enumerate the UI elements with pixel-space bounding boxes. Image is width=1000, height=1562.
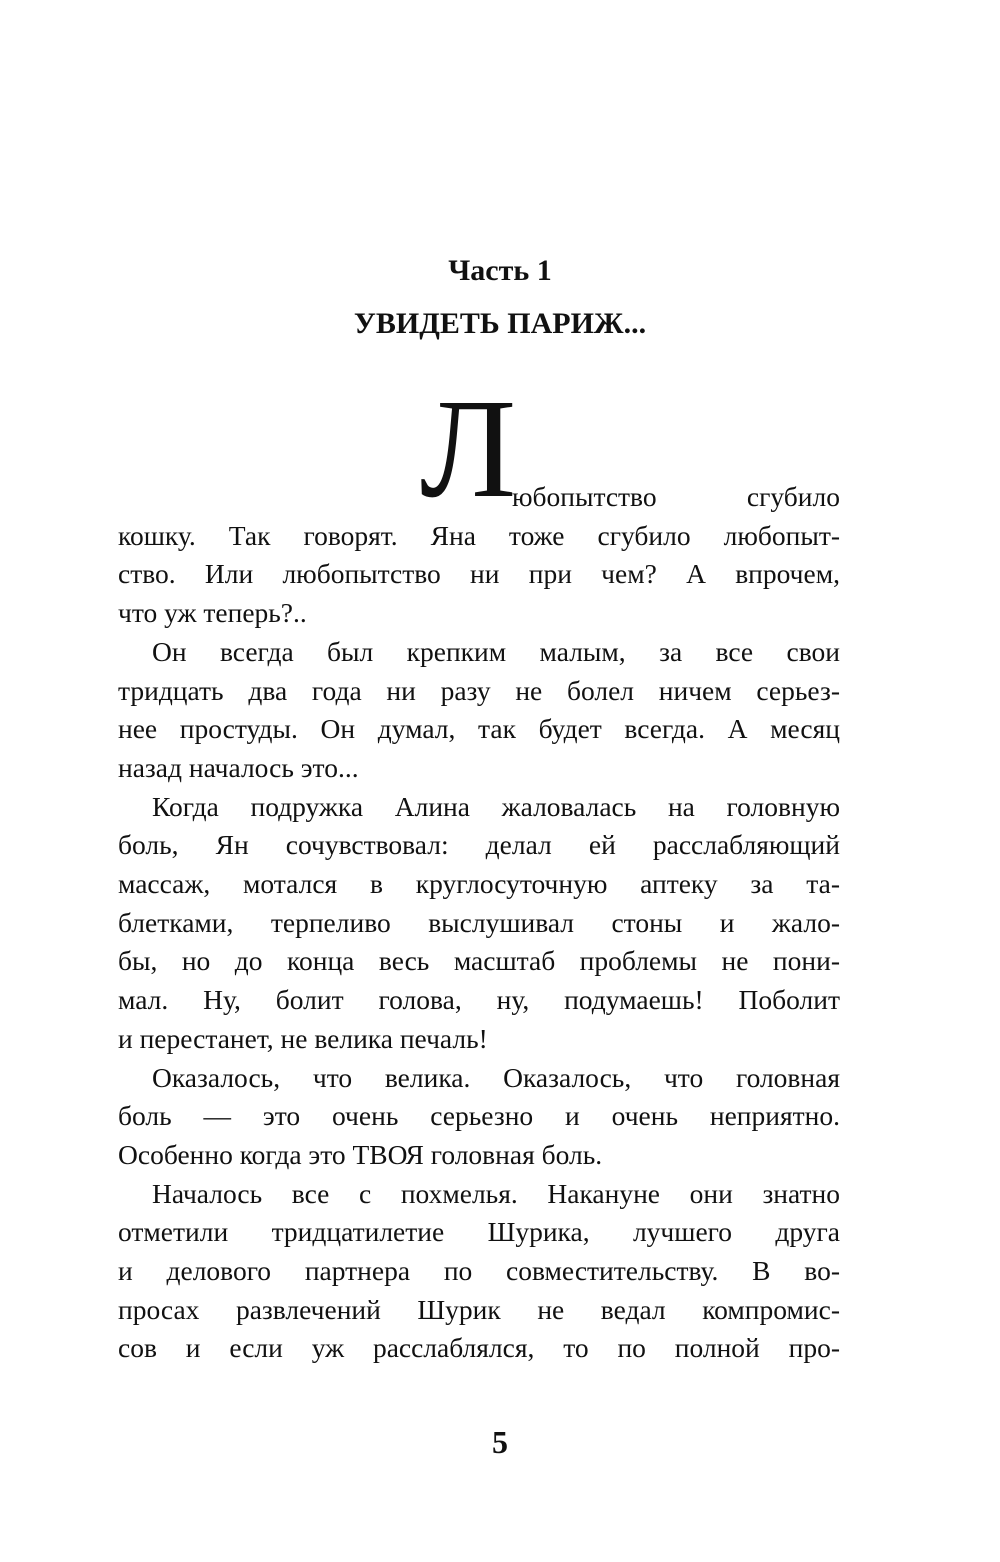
- text-line: блетками, терпеливо выслушивал стоны и жало-: [118, 906, 840, 938]
- drop-cap: Л: [420, 369, 517, 527]
- text-line: бы, но до конца весь масштаб проблемы не пони-: [118, 945, 840, 977]
- text-line: ство. Или любопытство ни при чем? А впрочем,: [118, 558, 840, 590]
- text-line: нее простуды. Он думал, так будет всегда. А месяц: [118, 713, 840, 745]
- text-line: мал. Ну, болит голова, ну, подумаешь! Поболит: [118, 984, 840, 1016]
- text-line: Началось все с похмелья. Накануне они знатно: [152, 1177, 840, 1209]
- text-line: юбопытство сгубило: [512, 481, 840, 512]
- text-line: Особенно когда это ТВОЯ головная боль.: [118, 1138, 603, 1170]
- text-line: Когда подружка Алина жаловалась на головную: [152, 790, 840, 822]
- text-line: Оказалось, что велика. Оказалось, что головная: [152, 1061, 840, 1093]
- page-number: 5: [492, 1424, 508, 1460]
- text-line: и делового партнера по совместительству. В во-: [118, 1255, 840, 1286]
- text-line: отметили тридцатилетие Шурика, лучшего друга: [118, 1216, 840, 1248]
- text-line: и перестанет, не велика печаль!: [118, 1022, 488, 1054]
- text-line: назад началось это...: [118, 751, 359, 783]
- text-line: Он всегда был крепким малым, за все свои: [152, 635, 840, 667]
- part-heading: Часть 1: [448, 254, 552, 287]
- text-line: сов и если уж расслаблялся, то по полной про-: [118, 1332, 840, 1364]
- text-line: просах развлечений Шурик не ведал компромис-: [118, 1293, 840, 1325]
- text-line: тридцать два года ни разу не болел ничем серьез-: [118, 674, 840, 706]
- text-line: боль, Ян сочувствовал: делал ей расслабляющий: [118, 829, 840, 861]
- text-line: что уж теперь?..: [118, 597, 307, 629]
- text-line: массаж, мотался в круглосуточную аптеку за та-: [118, 868, 840, 899]
- text-line: боль — это очень серьезно и очень неприятно.: [118, 1100, 840, 1132]
- chapter-title: УВИДЕТЬ ПАРИЖ...: [353, 307, 647, 340]
- text-line: кошку. Так говорят. Яна тоже сгубило любопыт-: [118, 519, 840, 551]
